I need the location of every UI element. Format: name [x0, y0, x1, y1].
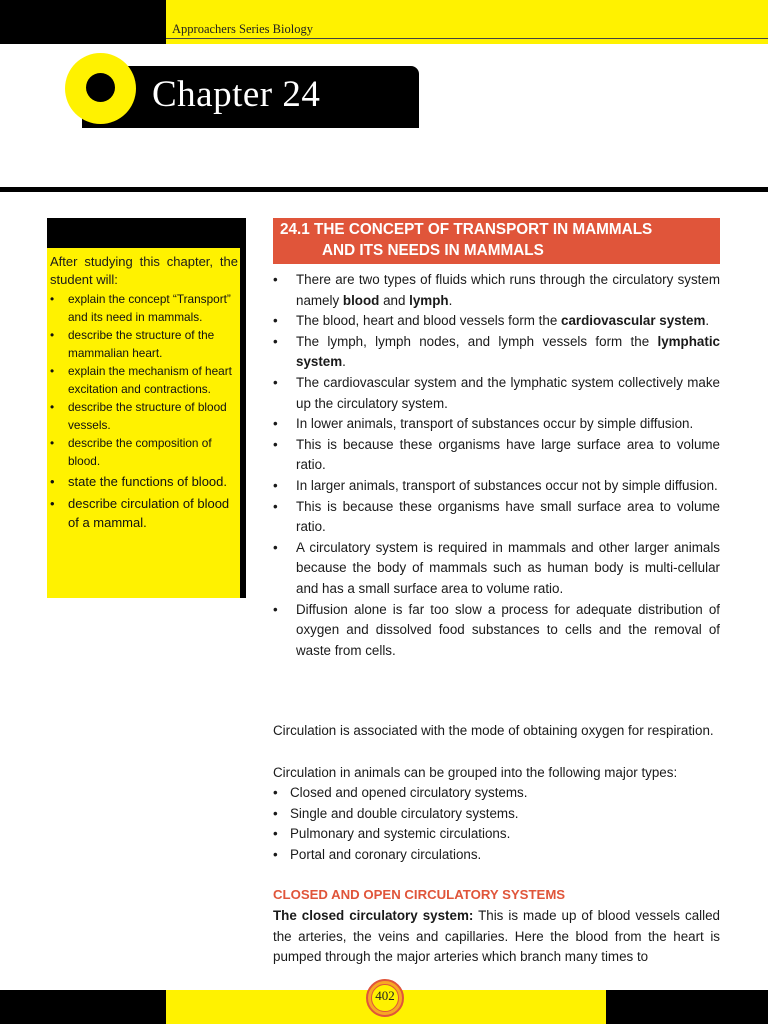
objective-item: • describe circulation of blood of a mammal.: [50, 494, 238, 533]
section-heading-line2: AND ITS NEEDS IN MAMMALS: [322, 242, 544, 259]
list-item: • The blood, heart and blood vessels form the cardiovascular system.: [273, 311, 720, 332]
chapter-ring-center: [86, 73, 115, 102]
objective-item: • describe the composition of blood.: [50, 434, 238, 470]
circulation-types-list: [273, 783, 720, 865]
objective-item: • explain the mechanism of heart excitation and contractions.: [50, 362, 238, 398]
list-item: • A circulatory system is required in mammals and other larger animals because the body of mammals such as human body is multi-cellular and has a small surface area to volume ratio.: [273, 538, 720, 600]
series-title: Approachers Series Biology: [172, 22, 313, 36]
objective-item: • explain the concept “Transport” and its need in mammals.: [50, 290, 238, 326]
footer-black-band-left: [0, 990, 166, 1024]
objective-item: • describe the structure of blood vessels.: [50, 398, 238, 434]
list-item: • There are two types of fluids which runs through the circulatory system namely blood and lymph.: [273, 270, 720, 311]
objective-item: • state the functions of blood.: [50, 472, 238, 492]
list-item: • Portal and coronary circulations.: [273, 845, 720, 866]
header-rule: [166, 38, 768, 39]
list-item: • Closed and opened circulatory systems.: [273, 783, 720, 804]
list-item: • In larger animals, transport of substances occur not by simple diffusion.: [273, 476, 720, 497]
objectives-intro: After studying this chapter, the student will:: [50, 254, 238, 287]
list-item: • Single and double circulatory systems.: [273, 804, 720, 825]
header-black-band: [0, 0, 166, 44]
list-item: • The lymph, lymph nodes, and lymph vessels form the lymphatic system.: [273, 332, 720, 373]
subsection-heading: CLOSED AND OPEN CIRCULATORY SYSTEMS: [273, 887, 566, 902]
footer-black-band-right: [606, 990, 768, 1024]
chapter-title: Chapter 24: [152, 74, 321, 115]
section-divider: [0, 187, 768, 192]
list-item: • This is because these organisms have large surface area to volume ratio.: [273, 435, 720, 476]
list-item: • This is because these organisms have small surface area to volume ratio.: [273, 497, 720, 538]
transport-bullet-list: [273, 270, 720, 661]
objectives-header-bar: [47, 218, 246, 248]
list-item: • In lower animals, transport of substances occur by simple diffusion.: [273, 414, 720, 435]
closed-system-paragraph: The closed circulatory system: This is made up of blood vessels called the arteries, the veins and capillaries. Here the blood from the heart is pumped through the major arteries which branch many times to: [273, 908, 720, 965]
circulation-types-intro: Circulation in animals can be grouped into the following major types:: [273, 765, 678, 780]
circulation-paragraph: Circulation is associated with the mode of obtaining oxygen for respiration.: [273, 723, 714, 738]
section-heading-line1: 24.1 THE CONCEPT OF TRANSPORT IN MAMMALS: [280, 221, 653, 238]
page-number: 402: [375, 988, 395, 1003]
list-item: • Diffusion alone is far too slow a process for adequate distribution of oxygen and dissolved food substances to cells and the removal of waste from cells.: [273, 600, 720, 662]
list-item: • The cardiovascular system and the lymphatic system collectively make up the circulatory system.: [273, 373, 720, 414]
list-item: • Pulmonary and systemic circulations.: [273, 824, 720, 845]
objectives-list: [50, 290, 238, 533]
objective-item: • describe the structure of the mammalian heart.: [50, 326, 238, 362]
